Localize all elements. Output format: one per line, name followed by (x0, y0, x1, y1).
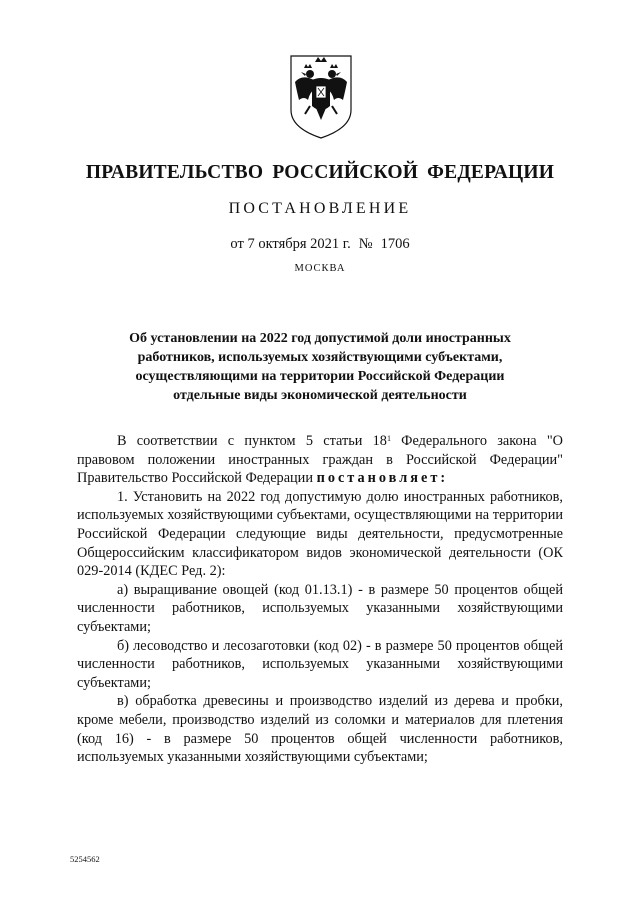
item-paragraph: а) выращивание овощей (код 01.13.1) - в размере 50 процентов общей численности работников, используемых указанными хозяйствующими субъектами; (77, 581, 563, 635)
preamble-part2: Федерального закона "О правовом положении иностранных граждан в Российской Федерации" Правительство Российской Федерации (77, 433, 563, 487)
preamble-paragraph (77, 432, 563, 488)
government-title: ПРАВИТЕЛЬСТВО РОССИЙСКОЙ ФЕДЕРАЦИИ (85, 162, 555, 183)
item-paragraph: 1. Установить на 2022 год допустимую долю иностранных работников, используемых хозяйствующими субъектами, осуществляющими на территории Российской Федерации следующие виды деятельности, предусмотренные Общероссийским классификатором видов экономической деятельности (ОК 029-2014 (КДЕС Ред. 2): (77, 488, 563, 580)
city: МОСКВА (294, 263, 346, 274)
document-date: от 7 октября 2021 г. (230, 236, 351, 252)
document-date-number (0, 236, 640, 253)
item-paragraph: б) лесоводство и лесозаготовки (код 02) - в размере 50 процентов общей численности работников, используемых указанными хозяйствующими субъектами; (77, 637, 563, 691)
russian-coat-of-arms-icon (288, 52, 354, 140)
heading-line: работников, используемых хозяйствующими субъектами, (137, 350, 503, 365)
heading-line: осуществляющими на территории Российской Федерации (135, 369, 505, 384)
preamble-part1: В соответствии с пунктом 5 статьи 18 (117, 433, 387, 449)
preamble-sup: 1 (386, 434, 391, 443)
document-heading (100, 329, 540, 405)
item-paragraph: в) обработка древесины и производство изделий из дерева и пробки, кроме мебели, производство изделий из соломки и материалов для плетения (код 16) - в размере 50 процентов общей численности работников, используемых указанными хозяйствующими субъектами; (77, 693, 563, 766)
heading-line: Об установлении на 2022 год допустимой доли иностранных (129, 331, 511, 346)
document-type: ПОСТАНОВЛЕНИЕ (228, 200, 412, 217)
document-code: 5254562 (70, 854, 100, 864)
document-body (77, 432, 563, 767)
heading-line: отдельные виды экономической деятельности (173, 388, 467, 403)
decrees-word: постановляет: (316, 470, 449, 487)
document-number: 1706 (380, 236, 410, 252)
number-sign: № (358, 236, 373, 252)
